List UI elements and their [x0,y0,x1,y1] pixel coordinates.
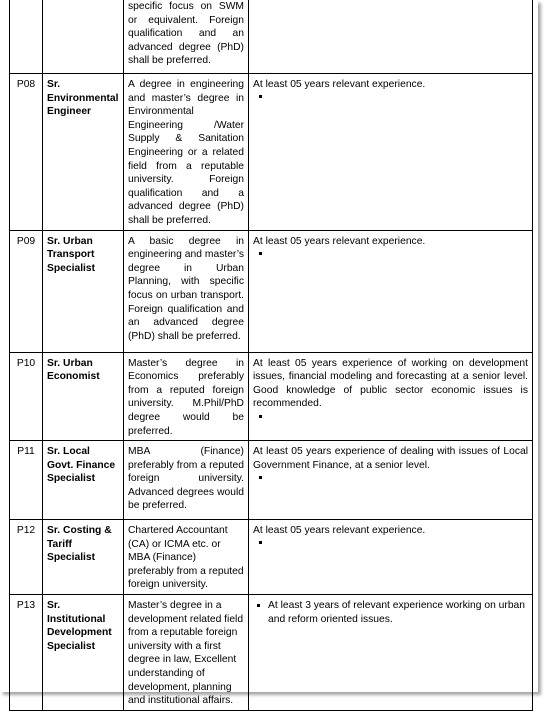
position-title: Sr. Urban Transport Specialist [43,230,124,352]
position-title: Sr. Costing & Tariff Specialist [43,520,124,595]
table-row [10,352,533,441]
position-code: P09 [10,230,43,352]
position-code [10,0,43,74]
position-code: P10 [10,352,43,441]
experience-cell [249,520,533,595]
table-row [10,0,533,74]
experience-cell [249,441,533,520]
experience-text: At least 05 years experience of working on development issues, financial modeling and forecasting at a senior level. Good knowledge of public sector economic issues is recommended. [253,357,528,410]
qualification-cell: specific focus on SWM or equivalent. Foreign qualification and an advanced degree (PhD) shall be preferred. [124,0,249,74]
qualification-cell: A basic degree in engineering and master’s degree in Urban Planning, with specific focus on urban transport. Foreign qualification and an advanced degree (PhD) shall be preferred. [124,230,249,352]
position-title: Sr. Institutional Development Specialist [43,595,124,711]
experience-cell [249,0,533,74]
experience-text: At least 3 years of relevant experience working on urban and reform oriented issues. [268,600,525,625]
position-code: P13 [10,595,43,711]
position-title: Sr. Environmental Engineer [43,74,124,231]
experience-cell [249,352,533,441]
qualification-cell: A degree in engineering and master’s degree in Environmental Engineering /Water Supply & Sanitation Engineering or a related field from a reputable university. Foreign qualification and a advanced degree (PhD) shall be preferred. [124,74,249,231]
position-title [43,0,124,74]
position-title: Sr. Local Govt. Finance Specialist [43,441,124,520]
bullet-icon [253,538,528,550]
bullet-icon [253,248,528,260]
experience-cell [249,595,533,711]
qualification-cell: MBA (Finance) preferably from a reputed foreign university. Advanced degrees would be preferred. [124,441,249,520]
table-row [10,441,533,520]
experience-cell [249,230,533,352]
experience-cell [249,74,533,231]
positions-table [9,0,533,711]
position-title: Sr. Urban Economist [43,352,124,441]
experience-text: At least 05 years relevant experience. [253,235,426,247]
position-code: P11 [10,441,43,520]
bullet-icon [253,411,528,423]
qualification-cell: Chartered Accountant (CA) or ICMA etc. or MBA (Finance) preferably from a reputed foreign university. [124,520,249,595]
table-row [10,520,533,595]
position-code: P12 [10,520,43,595]
qualification-cell: Master’s degree in a development related field from a reputable foreign university with a first degree in law, Excellent understanding of development, planning and institutional affairs. [124,595,249,711]
table-row [10,230,533,352]
table-row [10,595,533,711]
experience-text: At least 05 years experience of dealing with issues of Local Government Finance, at a senior level. [253,446,528,471]
bullet-icon [253,472,528,484]
experience-text: At least 05 years relevant experience. [253,525,426,537]
bullet-list-item [253,599,528,626]
bullet-icon [257,604,260,607]
table-row [10,74,533,231]
qualification-cell: Master’s degree in Economics preferably from a reputed foreign university. M.Phil/PhD degree would be preferred. [124,352,249,441]
experience-text: At least 05 years relevant experience. [253,79,426,90]
position-code: P08 [10,74,43,231]
bullet-icon [253,92,528,104]
